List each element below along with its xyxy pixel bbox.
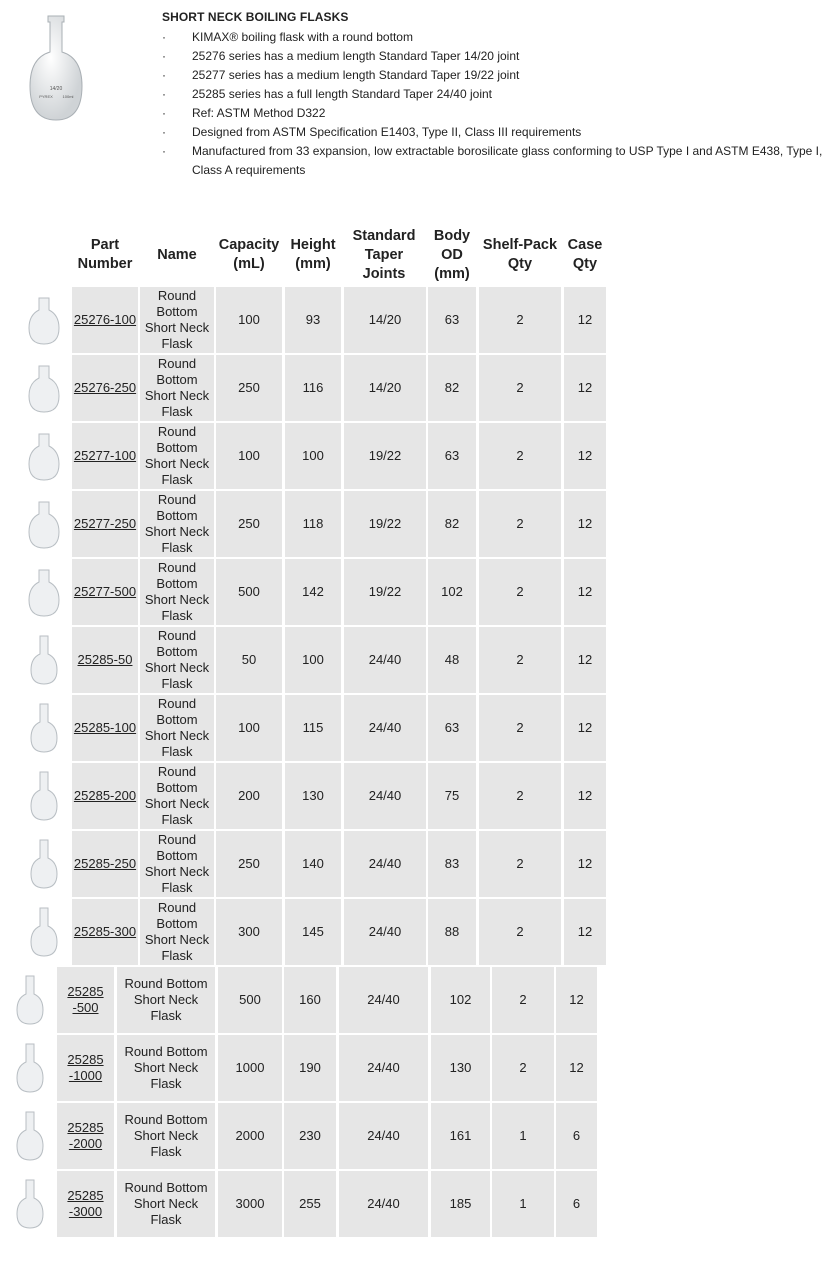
cell-capacity-text: 300 [238,924,260,939]
table-row [0,831,836,897]
part-number-link[interactable] [57,1171,114,1237]
part-number-text[interactable]: 25277-500 [73,584,137,599]
cell-case-text: 12 [577,584,593,599]
cell-name-text: Round Bottom Short Neck Flask [144,764,210,827]
part-number-text[interactable]: 25285-200 [73,788,137,803]
cell-name-text: Round Bottom Short Neck Flask [124,1180,208,1227]
cell-joint-text: 24/40 [367,992,400,1007]
cell-joint-text: 24/40 [368,856,402,871]
cell-name [140,831,214,897]
cell-joint-text: 19/22 [368,448,402,463]
cell-case [564,491,606,557]
cell-case-text: 12 [577,924,593,939]
cell-name-text: Round Bottom Short Neck Flask [144,900,210,963]
cell-height [284,967,336,1033]
cell-case-text: 6 [572,1196,581,1211]
cell-height-text: 116 [302,380,324,395]
cell-capacity-text: 2000 [235,1128,265,1143]
cell-joint [344,355,426,421]
cell-od-text: 88 [444,924,460,939]
cell-capacity [216,287,282,353]
cell-od-text: 83 [444,856,460,871]
cell-height-text: 140 [302,856,324,871]
cell-shelf [479,627,561,693]
cell-height [285,423,341,489]
cell-name [117,1171,215,1237]
cell-shelf-text: 2 [516,856,524,871]
cell-joint-text: 24/40 [367,1060,400,1075]
cell-od [431,967,490,1033]
cell-capacity-text: 250 [238,516,260,531]
cell-joint [344,627,426,693]
cell-name-text: Round Bottom Short Neck Flask [124,1112,208,1159]
part-number-text[interactable]: 25277-250 [73,516,137,531]
cell-name-text: Round Bottom Short Neck Flask [144,288,210,351]
flask-icon [16,1178,44,1230]
header-case-qty: Case Qty [567,237,603,272]
cell-joint [344,491,426,557]
cell-case [564,695,606,761]
cell-name [117,1035,215,1101]
cell-shelf [479,831,561,897]
cell-shelf-text: 2 [516,924,524,939]
cell-case-text: 12 [577,448,593,463]
cell-case [556,1171,597,1237]
table-row [0,1035,836,1101]
flask-icon [28,498,60,550]
cell-shelf-text: 1 [519,1128,527,1143]
part-number-text[interactable]: 25285-3000 [67,1188,104,1219]
cell-shelf-text: 2 [516,516,524,531]
cell-height [284,1171,336,1237]
cell-shelf [479,695,561,761]
cell-joint-text: 14/20 [368,380,402,395]
cell-height-text: 100 [302,652,324,667]
header-shelf-pack: Shelf-Pack Qty [482,237,558,272]
cell-case [564,287,606,353]
cell-name [140,287,214,353]
cell-height-text: 130 [302,788,324,803]
cell-od [428,627,476,693]
cell-name [140,423,214,489]
part-number-link[interactable] [72,899,138,965]
cell-joint [339,967,428,1033]
cell-joint-text: 24/40 [368,788,402,803]
flask-icon [16,1110,44,1162]
cell-joint [344,763,426,829]
table-row [0,355,836,421]
cell-joint [339,1103,428,1169]
cell-case [556,967,597,1033]
part-number-text[interactable]: 25285-1000 [67,1052,104,1083]
cell-od [428,491,476,557]
cell-joint-text: 19/22 [368,516,402,531]
cell-height-text: 93 [305,312,321,327]
part-number-text[interactable]: 25276-100 [73,312,137,327]
header-body-od: Body OD (mm) [433,228,471,282]
cell-height [285,763,341,829]
cell-capacity [216,763,282,829]
cell-height [285,831,341,897]
cell-shelf-text: 2 [516,788,524,803]
part-number-link[interactable] [57,1103,114,1169]
table-row [0,763,836,829]
flask-thumbnail[interactable] [4,1035,56,1101]
cell-name [117,1103,215,1169]
cell-name-text: Round Bottom Short Neck Flask [144,832,210,895]
cell-case [556,1035,597,1101]
part-number-link[interactable] [72,423,138,489]
cell-name-text: Round Bottom Short Neck Flask [124,976,208,1023]
flask-thumbnail[interactable] [18,423,70,489]
cell-name-text: Round Bottom Short Neck Flask [144,696,210,759]
cell-name [140,763,214,829]
header-capacity: Capacity (mL) [218,237,280,272]
cell-capacity [218,967,282,1033]
flask-icon [28,294,60,346]
cell-joint-text: 24/40 [368,720,402,735]
cell-joint [344,831,426,897]
cell-capacity [216,559,282,625]
cell-od-text: 102 [441,584,463,599]
cell-od [428,831,476,897]
cell-shelf-text: 2 [519,1060,527,1075]
cell-shelf-text: 2 [516,380,524,395]
table-row [0,287,836,353]
cell-name [140,559,214,625]
part-number-text[interactable]: 25285-2000 [67,1120,104,1151]
cell-height [284,1035,336,1101]
cell-height [285,899,341,965]
cell-height [284,1103,336,1169]
cell-name [140,899,214,965]
feature-item: · Manufactured from 33 expansion, low extractable borosilicate glass conforming to USP Type I and ASTM E438, Type I, Class A requirements [162,142,827,180]
cell-name-text: Round Bottom Short Neck Flask [144,356,210,419]
feature-item: · 25276 series has a medium length Standard Taper 14/20 joint [162,47,827,66]
cell-capacity-text: 500 [238,584,260,599]
cell-capacity-text: 250 [238,380,260,395]
cell-shelf-text: 2 [516,720,524,735]
cell-od [428,695,476,761]
feature-item: · 25277 series has a medium length Standard Taper 19/22 joint [162,66,827,85]
cell-capacity [218,1035,282,1101]
cell-capacity-text: 250 [238,856,260,871]
cell-height-text: 255 [299,1196,321,1211]
cell-capacity [216,627,282,693]
cell-od [428,423,476,489]
part-number-link[interactable] [72,559,138,625]
table-row [0,491,836,557]
cell-capacity-text: 500 [239,992,261,1007]
cell-case-text: 12 [569,992,584,1007]
cell-od-text: 185 [449,1196,472,1211]
header-height: Height (mm) [290,237,336,272]
flask-icon [30,702,58,754]
cell-case-text: 6 [572,1128,581,1143]
cell-capacity [216,899,282,965]
cell-height-text: 100 [302,448,324,463]
cell-height [285,287,341,353]
cell-capacity-text: 50 [241,652,257,667]
cell-case [564,831,606,897]
cell-od [428,287,476,353]
flask-icon [28,362,60,414]
table-row [0,559,836,625]
flask-thumbnail[interactable] [4,967,56,1033]
part-number-link[interactable] [57,967,114,1033]
part-number-text[interactable]: 25277-100 [73,448,137,463]
cell-shelf [492,1103,554,1169]
cell-joint-text: 24/40 [368,924,402,939]
flask-icon [30,838,58,890]
cell-case-text: 12 [577,720,593,735]
cell-shelf-text: 2 [516,584,524,599]
part-number-link[interactable] [57,1035,114,1101]
table-row [0,423,836,489]
cell-name [117,967,215,1033]
cell-capacity [218,1103,282,1169]
cell-height [285,559,341,625]
table-row [0,1103,836,1169]
cell-name-text: Round Bottom Short Neck Flask [124,1044,208,1091]
flask-icon [16,974,44,1026]
cell-shelf [492,1035,554,1101]
cell-shelf [479,355,561,421]
cell-capacity [216,831,282,897]
cell-od [431,1171,490,1237]
part-number-text[interactable]: 25285-300 [73,924,137,939]
cell-od [431,1035,490,1101]
cell-height [285,695,341,761]
table-row [0,899,836,965]
cell-capacity-text: 1000 [235,1060,265,1075]
table-row [0,627,836,693]
cell-joint-text: 19/22 [368,584,402,599]
header-name: Name [157,247,197,263]
cell-case-text: 12 [569,1060,584,1075]
header-joints: Standard Taper Joints [352,228,416,282]
part-number-link[interactable] [72,287,138,353]
flask-thumbnail[interactable] [18,899,70,965]
cell-od-text: 161 [449,1128,472,1143]
cell-name-text: Round Bottom Short Neck Flask [144,424,210,487]
cell-capacity-text: 200 [238,788,260,803]
feature-item: · Designed from ASTM Specification E1403, Type II, Class III requirements [162,123,827,142]
cell-height-text: 190 [299,1060,321,1075]
cell-od-text: 75 [444,788,460,803]
cell-capacity-text: 100 [238,720,260,735]
flask-thumbnail[interactable] [4,1103,56,1169]
cell-case [564,627,606,693]
cell-joint [344,899,426,965]
feature-list [162,28,827,180]
flask-thumbnail[interactable] [18,355,70,421]
feature-item: · KIMAX® boiling flask with a round bottom [162,28,827,47]
cell-od-text: 63 [444,720,460,735]
flask-thumbnail[interactable] [18,695,70,761]
cell-capacity-text: 100 [238,312,260,327]
cell-shelf [479,491,561,557]
cell-od [428,899,476,965]
part-number-text[interactable]: 25285-500 [67,984,104,1015]
flask-icon [30,770,58,822]
table-row [0,1171,836,1237]
part-number-text[interactable]: 25285-100 [73,720,137,735]
cell-od [428,355,476,421]
part-number-link[interactable] [72,831,138,897]
cell-height-text: 230 [299,1128,321,1143]
cell-capacity [216,355,282,421]
cell-shelf [479,763,561,829]
section-title: SHORT NECK BOILING FLASKS [162,10,349,24]
cell-shelf [479,559,561,625]
part-number-link[interactable] [72,491,138,557]
part-number-text[interactable]: 25285-250 [73,856,137,871]
cell-case-text: 12 [577,312,593,327]
cell-od [431,1103,490,1169]
cell-joint [344,695,426,761]
part-number-link[interactable] [72,355,138,421]
hero-flask-image [28,14,84,122]
cell-name [140,695,214,761]
cell-case-text: 12 [577,652,593,667]
feature-item: · Ref: ASTM Method D322 [162,104,827,123]
cell-case-text: 12 [577,516,593,531]
cell-od-text: 48 [444,652,460,667]
cell-capacity [218,1171,282,1237]
table-row [0,967,836,1033]
cell-joint-text: 24/40 [367,1196,400,1211]
cell-case-text: 12 [577,380,593,395]
cell-joint-text: 24/40 [367,1128,400,1143]
table-row [0,695,836,761]
flask-thumbnail[interactable] [18,559,70,625]
hero-flask-label-2: PYREX [39,94,53,99]
cell-capacity [216,491,282,557]
cell-joint [339,1035,428,1101]
cell-shelf-text: 1 [519,1196,527,1211]
cell-od-text: 82 [444,516,460,531]
flask-icon [30,906,58,958]
cell-od [428,559,476,625]
cell-od-text: 63 [444,448,460,463]
part-number-text[interactable]: 25276-250 [73,380,137,395]
cell-case-text: 12 [577,788,593,803]
cell-height-text: 118 [302,516,324,531]
cell-height [285,627,341,693]
cell-shelf [479,423,561,489]
cell-capacity [216,695,282,761]
hero-flask-label-3: 100ml [62,94,74,99]
cell-od-text: 82 [444,380,460,395]
cell-name [140,627,214,693]
cell-name [140,491,214,557]
header-part-number: Part Number [77,237,133,272]
flask-thumbnail[interactable] [18,763,70,829]
cell-height-text: 142 [302,584,324,599]
cell-height-text: 145 [302,924,324,939]
cell-joint [339,1171,428,1237]
cell-od-text: 130 [449,1060,472,1075]
cell-name-text: Round Bottom Short Neck Flask [144,560,210,623]
cell-od-text: 63 [444,312,460,327]
cell-capacity [216,423,282,489]
cell-shelf-text: 2 [516,652,524,667]
cell-joint [344,287,426,353]
flask-icon [28,430,60,482]
cell-case [556,1103,597,1169]
cell-case-text: 12 [577,856,593,871]
cell-case [564,559,606,625]
cell-case [564,355,606,421]
part-number-link[interactable] [72,627,138,693]
cell-name-text: Round Bottom Short Neck Flask [144,492,210,555]
cell-joint [344,559,426,625]
part-number-link[interactable] [72,695,138,761]
cell-joint-text: 14/20 [368,312,402,327]
cell-capacity-text: 3000 [235,1196,265,1211]
cell-joint-text: 24/40 [368,652,402,667]
cell-case [564,899,606,965]
flask-thumbnail[interactable] [4,1171,56,1237]
cell-shelf [492,967,554,1033]
cell-od [428,763,476,829]
flask-thumbnail[interactable] [18,287,70,353]
cell-name [140,355,214,421]
cell-shelf-text: 2 [516,448,524,463]
cell-od-text: 102 [449,992,472,1007]
cell-shelf [479,899,561,965]
feature-item: · 25285 series has a full length Standard Taper 24/40 joint [162,85,827,104]
cell-height-text: 160 [299,992,321,1007]
cell-shelf-text: 2 [519,992,527,1007]
part-number-text[interactable]: 25285-50 [77,652,133,667]
cell-height [285,491,341,557]
cell-shelf [479,287,561,353]
flask-icon [16,1042,44,1094]
cell-joint [344,423,426,489]
flask-thumbnail[interactable] [18,831,70,897]
cell-name-text: Round Bottom Short Neck Flask [144,628,210,691]
flask-icon [30,634,58,686]
part-number-link[interactable] [72,763,138,829]
cell-shelf [492,1171,554,1237]
flask-thumbnail[interactable] [18,491,70,557]
hero-flask-label-1: 14/20 [49,86,63,92]
cell-case [564,423,606,489]
cell-shelf-text: 2 [516,312,524,327]
cell-case [564,763,606,829]
flask-thumbnail[interactable] [18,627,70,693]
flask-icon [28,566,60,618]
cell-height [285,355,341,421]
cell-height-text: 115 [302,720,324,735]
cell-capacity-text: 100 [238,448,260,463]
